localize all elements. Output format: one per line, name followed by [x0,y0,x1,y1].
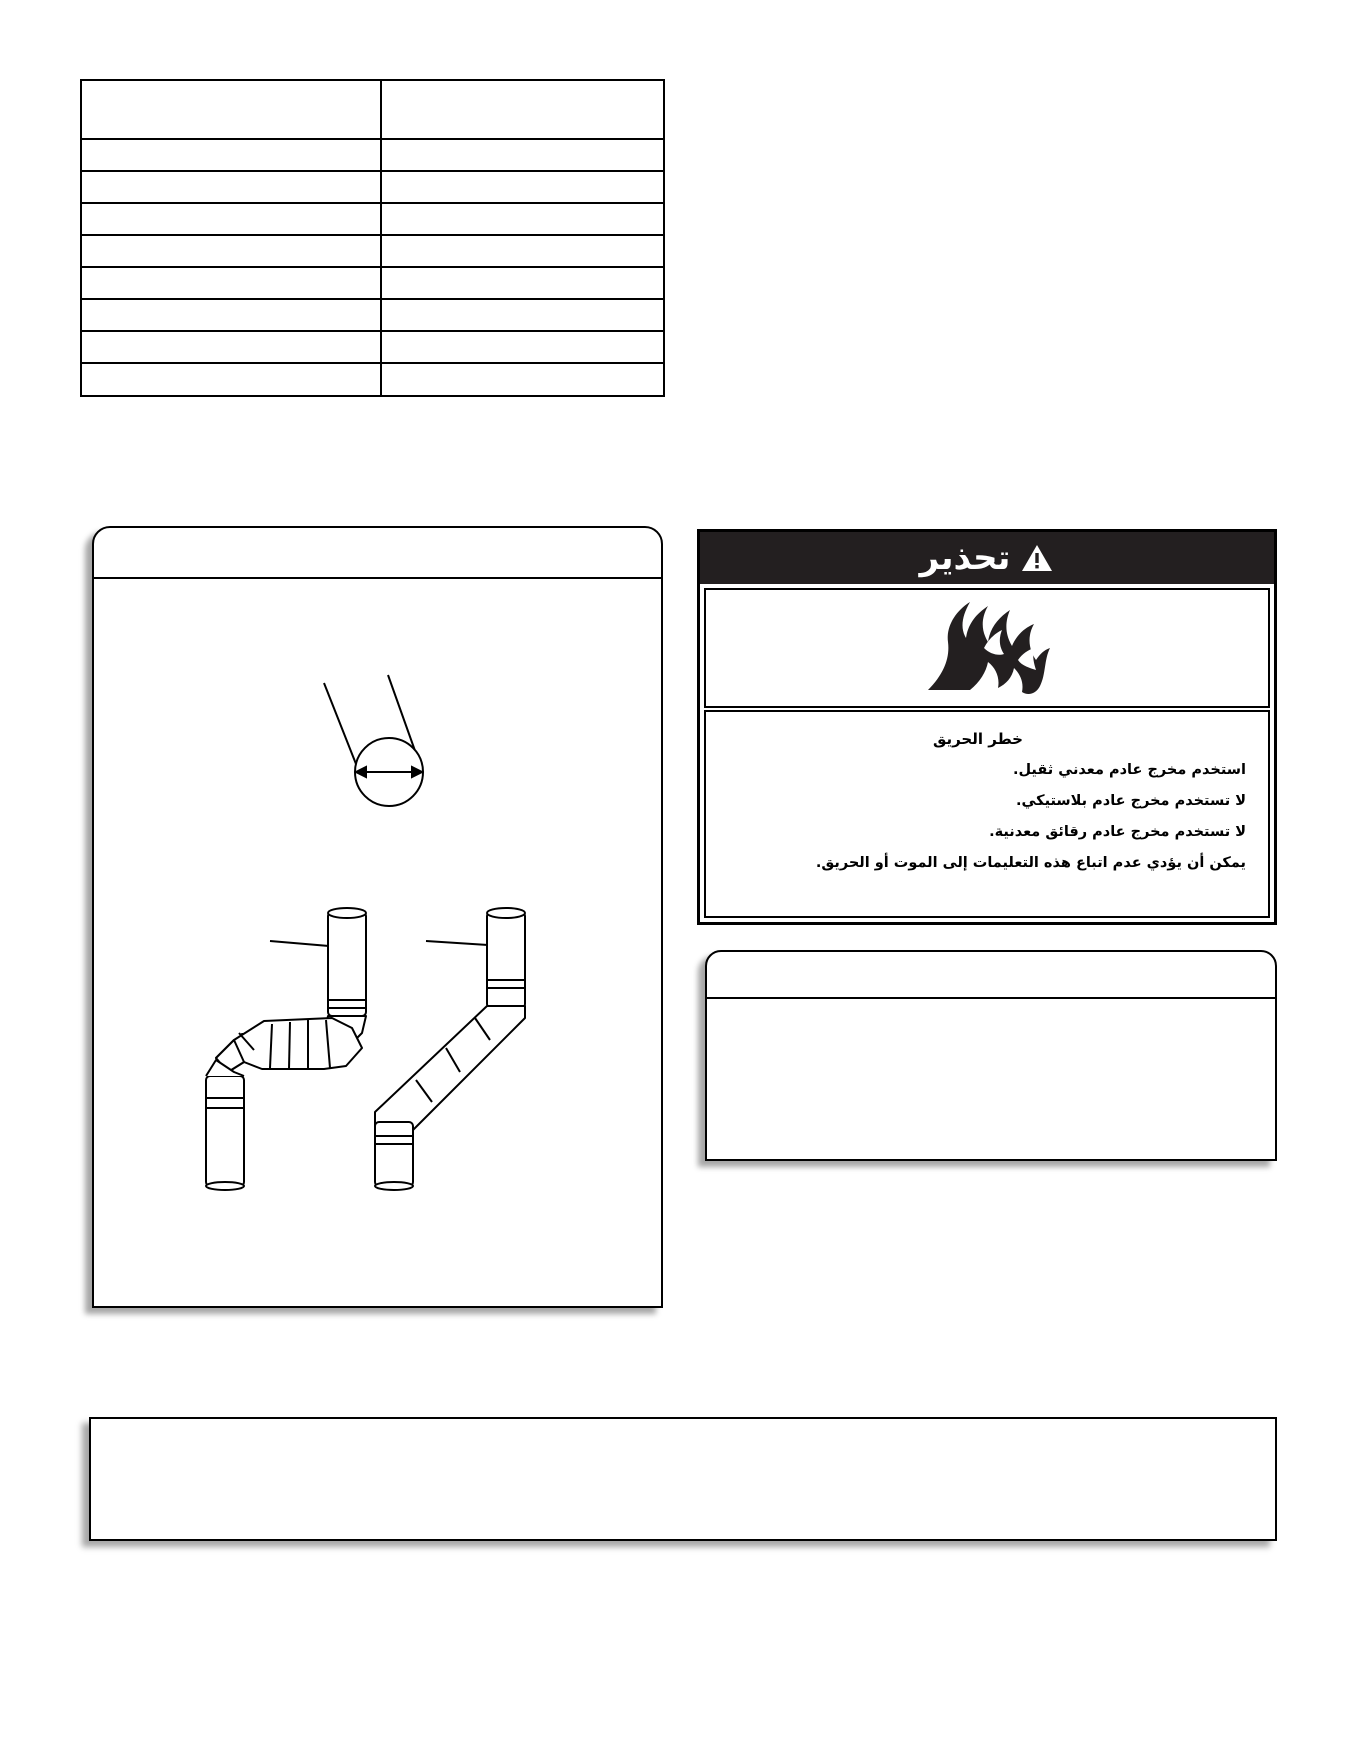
warning-line: لا تستخدم مخرج عادم رقائق معدنية. [989,824,1246,840]
table-row-divider [82,138,663,140]
spec-table [80,79,665,397]
elbow-duct-icon [206,908,366,1190]
warning-text-panel [704,710,1270,918]
duct-illustrations [94,528,665,1310]
table-row-divider [82,298,663,300]
warning-line: لا تستخدم مخرج عادم بلاستيكي. [1015,793,1246,809]
fire-warning-box [697,529,1277,925]
hazard-title: خطر الحريق [932,730,1023,748]
note-box [705,950,1277,1161]
warning-header [700,532,1274,584]
duct-figure-panel [92,526,663,1308]
fire-icon [924,598,1054,698]
warning-triangle-icon [1020,543,1054,573]
table-row-divider [82,170,663,172]
note-box-header [707,952,1275,999]
warning-title: تحذير [919,538,1011,578]
warning-line: يمكن أن يؤدي عدم اتباع هذه التعليمات إلى الموت أو الحريق. [815,855,1246,871]
offset-duct-icon [375,908,525,1190]
warning-line: استخدم مخرج عادم معدني ثقيل. [1012,762,1246,778]
table-row-divider [82,362,663,364]
table-row-divider [82,330,663,332]
table-row-divider [82,234,663,236]
table-row-divider [82,202,663,204]
warning-icon-panel [704,588,1270,708]
bottom-note-box [89,1417,1277,1541]
table-column-divider [380,81,382,395]
duct-diameter-icon [324,675,423,806]
table-row-divider [82,266,663,268]
